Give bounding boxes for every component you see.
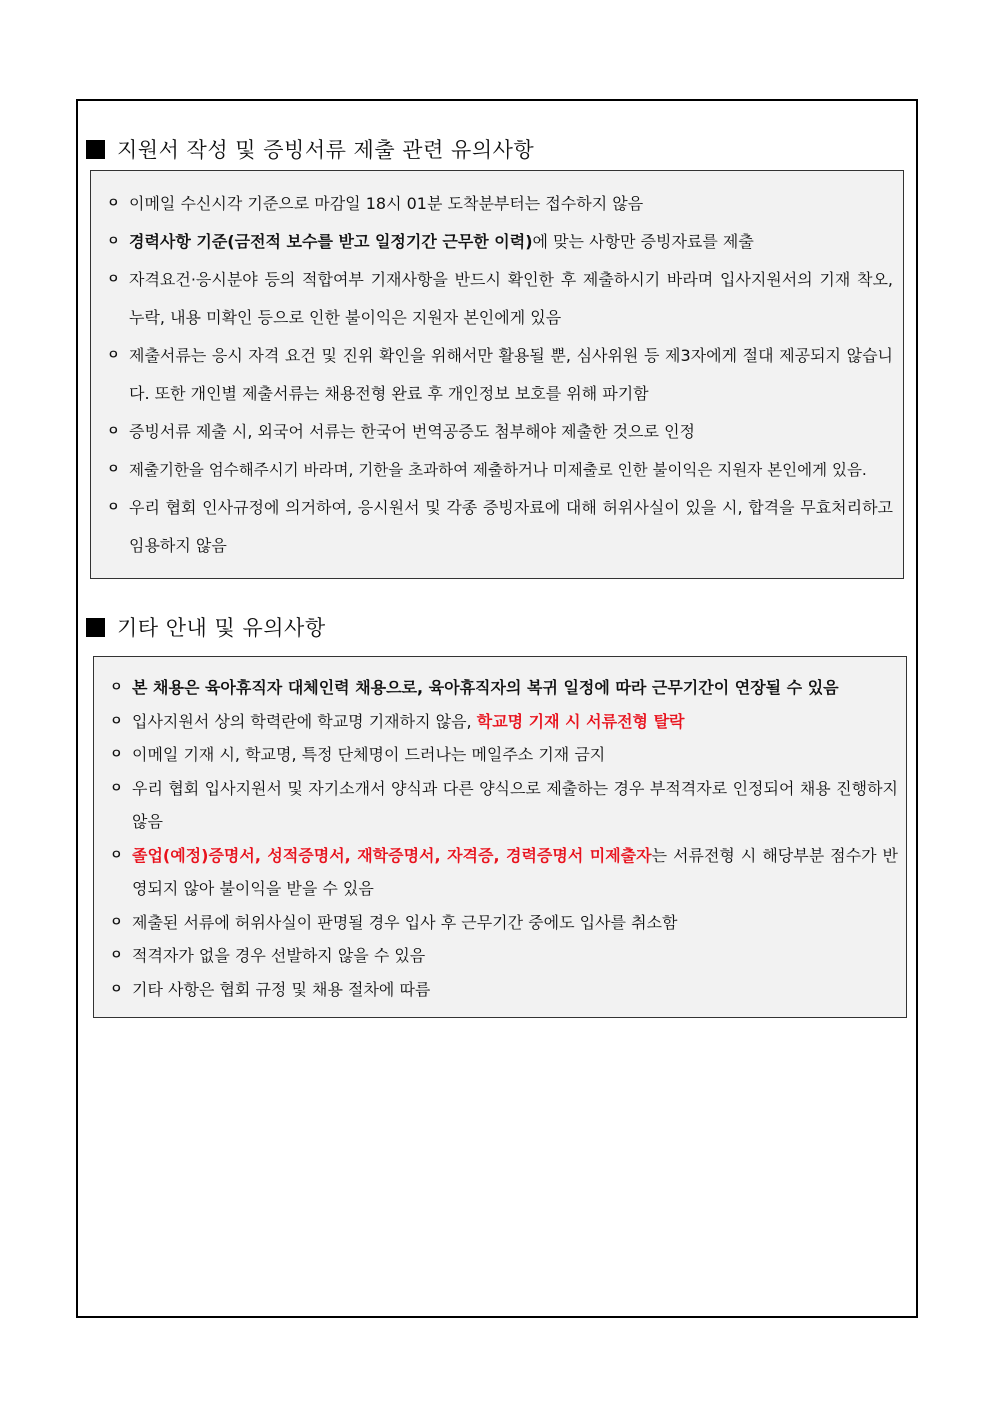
list-item: ㅇ 우리 협회 입사지원서 및 자기소개서 양식과 다른 양식으로 제출하는 경우 부적격자로 인정되어 채용 진행하지 않음 <box>100 772 898 839</box>
bullet-icon: ㅇ <box>110 713 123 729</box>
list-item <box>100 671 898 705</box>
section1-title: 지원서 작성 및 증빙서류 제출 관련 유의사항 <box>117 138 535 162</box>
bullet-icon: ㅇ <box>110 981 123 997</box>
black-square-icon <box>86 140 105 159</box>
list-item: ㅇ 경력사항 기준(금전적 보수를 받고 일정기간 근무한 이력)에 맞는 사항만 증빙자료를 제출 <box>97 223 893 261</box>
bullet-icon: ㅇ <box>107 500 120 515</box>
list-item: ㅇ 이메일 기재 시, 학교명, 특정 단체명이 드러나는 메일주소 기재 금지 <box>100 738 898 772</box>
bullet-icon: ㅇ <box>110 780 123 796</box>
list-item: ㅇ 자격요건·응시분야 등의 적합여부 기재사항을 반드시 확인한 후 제출하시기 바라며 입사지원서의 기재 착오, 누락, 내용 미확인 등으로 인한 불이익은 지원자 본인에게 있음 <box>97 261 893 337</box>
section2-heading <box>86 612 326 642</box>
bullet-icon: ㅇ <box>107 424 120 439</box>
section2-title: 기타 안내 및 유의사항 <box>117 616 326 640</box>
bullet-icon: ㅇ <box>110 747 123 762</box>
list-item: ㅇ 이메일 수신시각 기준으로 마감일 18시 01분 도착분부터는 접수하지 않음 <box>97 185 893 223</box>
career-criteria-emphasis: 경력사항 기준(금전적 보수를 받고 일정기간 근무한 이력) <box>129 232 533 251</box>
list-item: ㅇ 입사지원서 상의 학력란에 학교명 기재하지 않음, 학교명 기재 시 서류전형 탈락 <box>100 705 898 739</box>
page-frame <box>76 99 918 1318</box>
bullet-icon: ㅇ <box>107 234 120 249</box>
list-item: ㅇ 제출기한을 엄수해주시기 바라며, 기한을 초과하여 제출하거나 미제출로 인한 불이익은 지원자 본인에게 있음. <box>97 451 893 489</box>
list-item: ㅇ 우리 협회 인사규정에 의거하여, 응시원서 및 각종 증빙자료에 대해 허위사실이 있을 시, 합격을 무효처리하고 임용하지 않음 <box>97 489 893 565</box>
bullet-icon: ㅇ <box>110 914 123 930</box>
bullet-icon: ㅇ <box>110 948 123 963</box>
bullet-icon: ㅇ <box>110 680 123 695</box>
black-square-icon <box>86 618 105 637</box>
bullet-icon: ㅇ <box>107 348 120 363</box>
section1-notice-box <box>90 170 904 579</box>
bullet-icon: ㅇ <box>107 462 120 477</box>
replacement-hire-emphasis: 본 채용은 육아휴직자 대체인력 채용으로, 육아휴직자의 복귀 일정에 따라 근무기간이 연장될 수 있음 <box>132 678 839 697</box>
section1-heading <box>86 134 534 164</box>
section2-notice-box <box>93 656 907 1018</box>
list-item: ㅇ 졸업(예정)증명서, 성적증명서, 재학증명서, 자격증, 경력증명서 미제출자는 서류전형 시 해당부분 점수가 반영되지 않아 불이익을 받을 수 있음 <box>100 839 898 906</box>
bullet-icon: ㅇ <box>110 847 123 863</box>
list-item: ㅇ 제출된 서류에 허위사실이 판명될 경우 입사 후 근무기간 중에도 입사를 취소함 <box>100 906 898 940</box>
list-item: ㅇ 제출서류는 응시 자격 요건 및 진위 확인을 위해서만 활용될 뿐, 심사위원 등 제3자에게 절대 제공되지 않습니다. 또한 개인별 제출서류는 채용전형 완료 후 개인정보 보호를 위해 파기함 <box>97 337 893 413</box>
disqualification-warning: 학교명 기재 시 서류전형 탈락 <box>476 711 685 731</box>
list-item: ㅇ 증빙서류 제출 시, 외국어 서류는 한국어 번역공증도 첨부해야 제출한 것으로 인정 <box>97 413 893 451</box>
bullet-icon: ㅇ <box>107 272 120 287</box>
bullet-icon: ㅇ <box>107 196 120 211</box>
missing-documents-warning: 졸업(예정)증명서, 성적증명서, 재학증명서, 자격증, 경력증명서 미제출자 <box>132 845 652 865</box>
list-item: ㅇ 기타 사항은 협회 규정 및 채용 절차에 따름 <box>100 973 898 1007</box>
list-item: ㅇ 적격자가 없을 경우 선발하지 않을 수 있음 <box>100 939 898 973</box>
